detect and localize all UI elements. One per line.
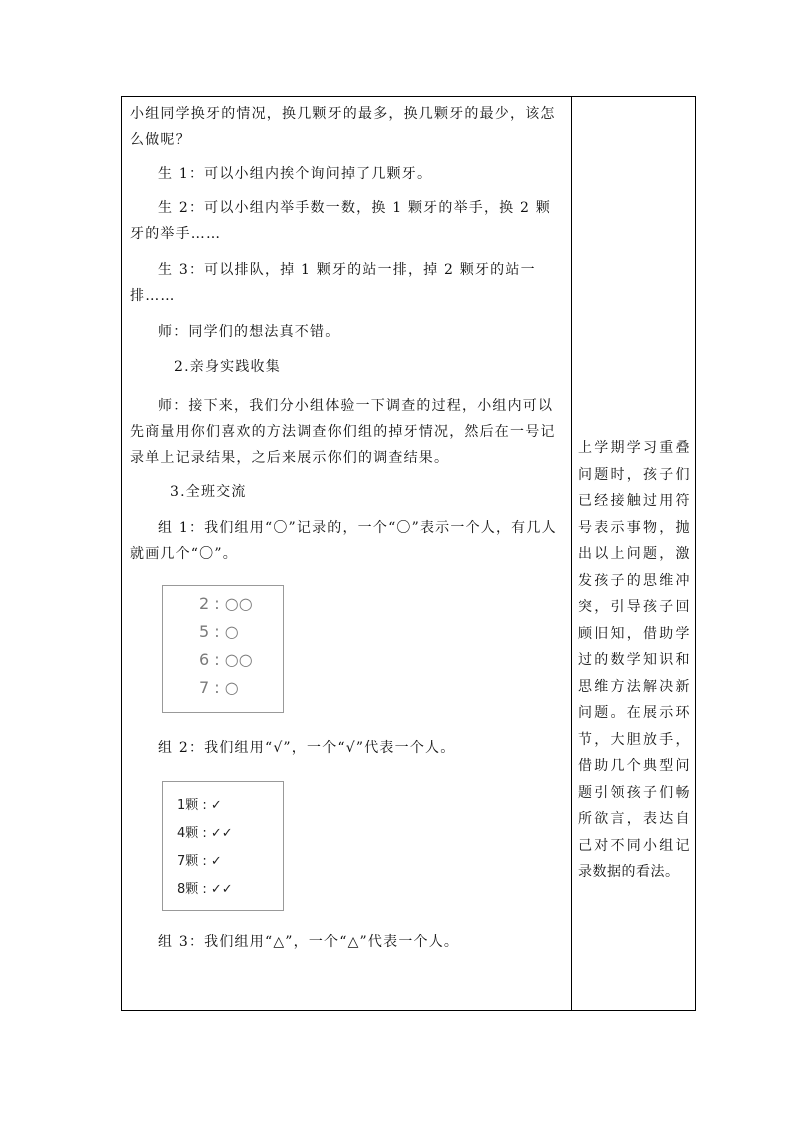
record-row: 2 : ○○	[199, 594, 253, 613]
paragraph-teacher-instruction: 师：接下来，我们分小组体验一下调查的过程，小组内可以先商量用你们喜欢的方法调查你们组的掉牙情况，然后在一号记录单上记录结果，之后来展示你们的调查结果。	[130, 398, 556, 466]
record-row: 7 : ○	[199, 678, 239, 697]
design-intent-cell	[572, 97, 697, 1010]
paragraph-teacher-praise: 师：同学们的想法真不错。	[158, 324, 341, 340]
paragraph-group-1: 组 1：我们组用“〇”记录的，一个“〇”表示一个人，有几人就画几个“〇”。	[130, 520, 557, 562]
record-row: 5 : ○	[199, 622, 239, 641]
record-sheet-image-group-2	[162, 781, 284, 911]
section-heading-3: 3.全班交流	[170, 484, 247, 500]
section-heading-2: 2.亲身实践收集	[174, 359, 281, 375]
paragraph-student-3: 生 3：可以排队，掉 1 颗牙的站一排，掉 2 颗牙的站一排……	[130, 262, 536, 304]
paragraph-student-1: 生 1：可以小组内挨个询问掉了几颗牙。	[158, 166, 433, 182]
record-sheet-image-group-1	[162, 585, 284, 713]
paragraph-intro: 小组同学换牙的情况，换几颗牙的最多，换几颗牙的最少，该怎么做呢？	[130, 106, 556, 148]
paragraph-group-2: 组 2：我们组用“√”，一个“√”代表一个人。	[158, 740, 456, 756]
record-row: 8颗 : ✓✓	[177, 882, 233, 897]
record-row: 4颗 : ✓✓	[177, 826, 233, 841]
paragraph-student-2: 生 2：可以小组内举手数一数，换 1 颗牙的举手，换 2 颗牙的举手……	[130, 200, 551, 242]
design-intent-note: 上学期学习重叠问题时，孩子们已经接触过用符号表示事物，抛出以上问题，激发孩子的思维冲突，引导孩子回顾旧知，借助学过的数学知识和思维方法解决新问题。在展示环节，大胆放手，借助几个典型问题引领孩子们畅所欲言，表达自己对不同小组记录数据的看法。	[578, 440, 690, 880]
record-row: 1颗 : ✓	[177, 798, 222, 813]
lesson-content-cell	[122, 97, 571, 1010]
paragraph-group-3: 组 3：我们组用“△”，一个“△”代表一个人。	[158, 934, 460, 950]
lesson-table	[121, 96, 696, 1011]
record-row: 7颗 : ✓	[177, 854, 222, 869]
record-row: 6 : ○○	[199, 650, 253, 669]
